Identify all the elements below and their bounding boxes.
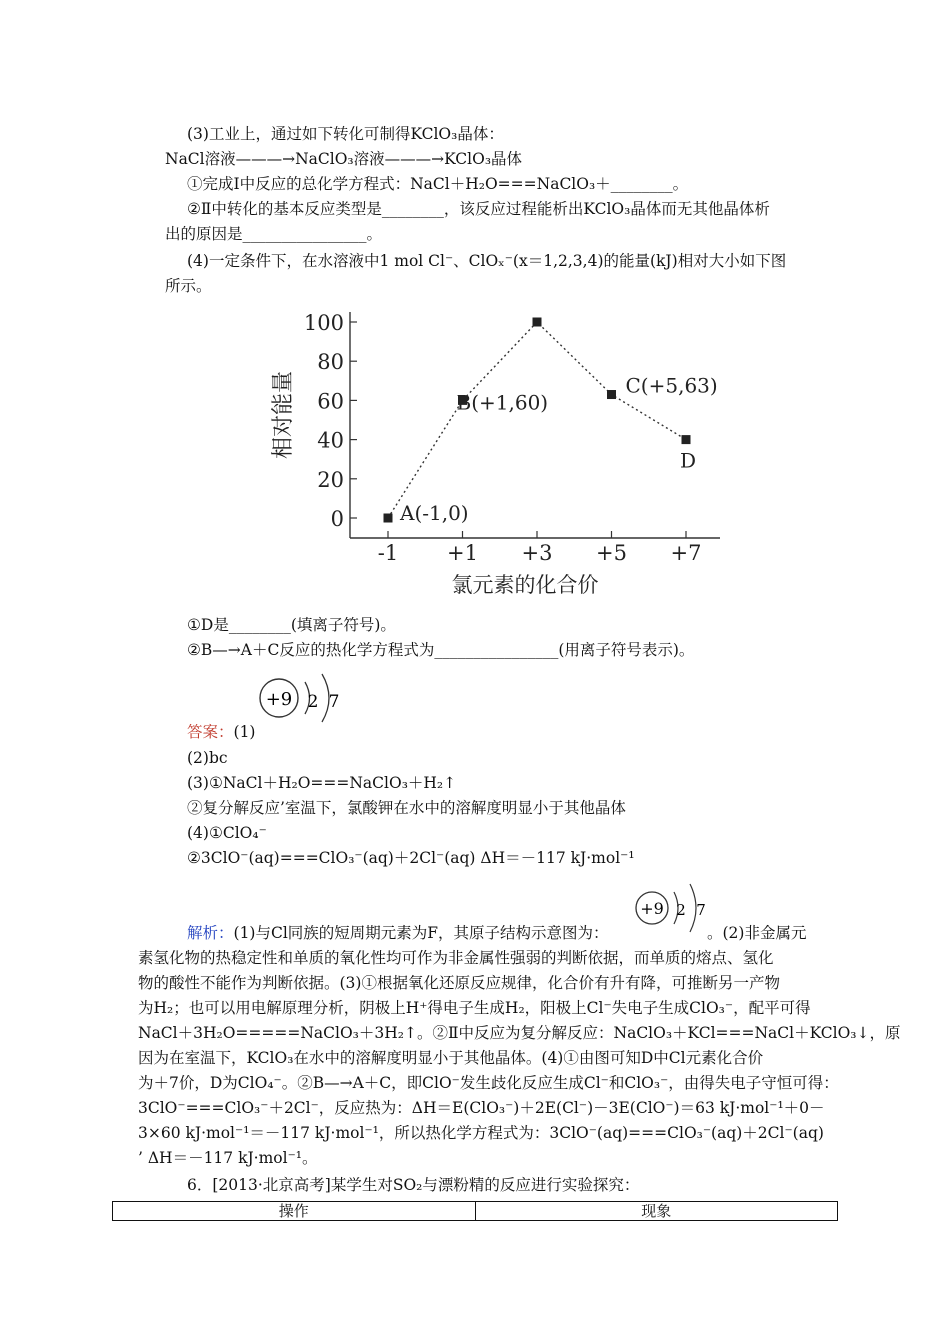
analysis-line-3: 物的酸性不能作为判断依据。(3)①根据氧化还原反应规律，化合价有升有降，可推断另一产物	[138, 974, 780, 992]
analysis-text-1: (1)与Cl同族的短周期元素为F，其原子结构示意图为：	[233, 924, 609, 942]
answer-line-4: ②复分解反应’室温下，氯酸钾在水中的溶解度明显小于其他晶体	[187, 799, 626, 817]
shell-2-electrons-2: 7	[696, 901, 706, 919]
y-tick-label: 40	[317, 428, 344, 453]
answer-tag: 答案：	[187, 723, 234, 741]
y-tick-label: 60	[317, 389, 344, 414]
data-point	[384, 514, 393, 523]
q4-sub-2: ②B—→A＋C反应的热化学方程式为________________(用离子符号表示)。	[187, 641, 695, 659]
shell-1-electrons: 2	[307, 692, 319, 712]
answer-line-1	[187, 721, 255, 743]
analysis-line-2: 素氢化物的热稳定性和单质的氧化性均可作为非金属性强弱的判断依据，而单质的熔点、氢化	[138, 949, 774, 967]
experiment-table	[112, 1201, 838, 1221]
analysis-line-10: ’ ΔH＝－117 kJ·mol⁻¹。	[138, 1149, 318, 1167]
answer-line-2: (2)bc	[187, 749, 228, 767]
x-tick-label: -1	[377, 541, 399, 565]
analysis-line-4: 为H₂；也可以用电解原理分析，阴极上H⁺得电子生成H₂，阳极上Cl⁻失电子生成ClO₃⁻，配平可得	[138, 999, 811, 1017]
point-label: A(-1,0)	[400, 501, 469, 525]
fluorine-atom-diagram-2	[628, 878, 718, 938]
x-tick-label: +3	[521, 541, 553, 565]
x-tick-label: +5	[596, 541, 627, 565]
q3-conversion-scheme: NaCl溶液———→NaClO₃溶液———→KClO₃晶体	[165, 150, 523, 168]
series-line	[388, 322, 686, 518]
answer-part-1: (1)	[233, 723, 256, 741]
point-label: B(+1,60)	[456, 390, 549, 415]
table-header-row	[113, 1202, 838, 1221]
point-label: C(+5,63)	[625, 373, 718, 398]
nucleus-label-2: +9	[640, 899, 664, 918]
col-phenomenon: 现象	[475, 1202, 838, 1221]
analysis-line-1	[187, 922, 609, 944]
q6-line-1: 6．[2013·北京高考]某学生对SO₂与漂粉精的反应进行实验探究：	[187, 1176, 640, 1194]
analysis-line-9: 3×60 kJ·mol⁻¹＝－117 kJ·mol⁻¹，所以热化学方程式为：3ClO⁻(aq)===ClO₃⁻(aq)＋2Cl⁻(aq)	[138, 1124, 824, 1142]
analysis-line-6: 因为在室温下，KClO₃在水中的溶解度明显小于其他晶体。(4)①由图可知D中Cl元素化合价	[138, 1049, 764, 1067]
q3-line-3: ①完成Ⅰ中反应的总化学方程式：NaCl＋H₂O===NaClO₃＋________。	[187, 175, 689, 193]
y-tick-label: 20	[317, 467, 344, 492]
analysis-line-1-tail: 。(2)非金属元	[707, 924, 807, 942]
y-tick-label: 100	[303, 311, 344, 335]
x-tick-label: +7	[670, 541, 702, 565]
data-point	[607, 390, 616, 399]
data-point	[682, 435, 691, 444]
y-tick-label: 0	[330, 507, 344, 531]
q4-line-1: (4)一定条件下，在水溶液中1 mol Cl⁻、ClOₓ⁻(x＝1,2,3,4)的能量(kJ)相对大小如下图	[187, 252, 787, 270]
q4-sub-1: ①D是________(填离子符号)。	[187, 616, 396, 634]
x-tick-label: +1	[447, 541, 478, 565]
energy-chart	[270, 300, 740, 610]
data-point	[533, 318, 542, 327]
analysis-tag: 解析：	[187, 924, 234, 942]
shell-2-electrons: 7	[328, 692, 340, 712]
q3-line-1: (3)工业上，通过如下转化可制得KClO₃晶体：	[187, 125, 504, 143]
answer-line-6: ②3ClO⁻(aq)===ClO₃⁻(aq)＋2Cl⁻(aq) ΔH＝－117 kJ·mol⁻¹	[187, 849, 635, 867]
analysis-line-5: NaCl＋3H₂O=====NaClO₃＋3H₂↑。②Ⅱ中反应为复分解反应：NaClO₃＋KCl===NaCl＋KClO₃↓，原	[138, 1024, 901, 1042]
x-axis-label: 氯元素的化合价	[451, 573, 599, 597]
nucleus-label: +9	[265, 689, 293, 710]
col-operation: 操作	[113, 1202, 476, 1221]
point-label: D	[680, 448, 697, 473]
shell-1-electrons-2: 2	[676, 901, 686, 919]
q4-line-2: 所示。	[165, 277, 212, 295]
y-axis-label: 相对能量	[271, 370, 296, 460]
y-tick-label: 80	[317, 350, 344, 375]
q3-line-5: 出的原因是________________。	[165, 225, 383, 243]
q3-line-4: ②Ⅱ中转化的基本反应类型是________，该反应过程能析出KClO₃晶体而无其他晶体析	[187, 200, 770, 218]
fluorine-atom-diagram	[252, 668, 362, 728]
answer-line-5: (4)①ClO₄⁻	[187, 824, 267, 842]
analysis-line-8: 3ClO⁻===ClO₃⁻＋2Cl⁻，反应热为：ΔH＝E(ClO₃⁻)＋2E(Cl⁻)－3E(ClO⁻)＝63 kJ·mol⁻¹＋0－	[138, 1099, 825, 1117]
analysis-line-7: 为＋7价，D为ClO₄⁻。②B—→A＋C，即ClO⁻发生歧化反应生成Cl⁻和ClO₃⁻，由得失电子守恒可得：	[138, 1074, 839, 1092]
answer-line-3: (3)①NaCl＋H₂O===NaClO₃＋H₂↑	[187, 774, 457, 792]
